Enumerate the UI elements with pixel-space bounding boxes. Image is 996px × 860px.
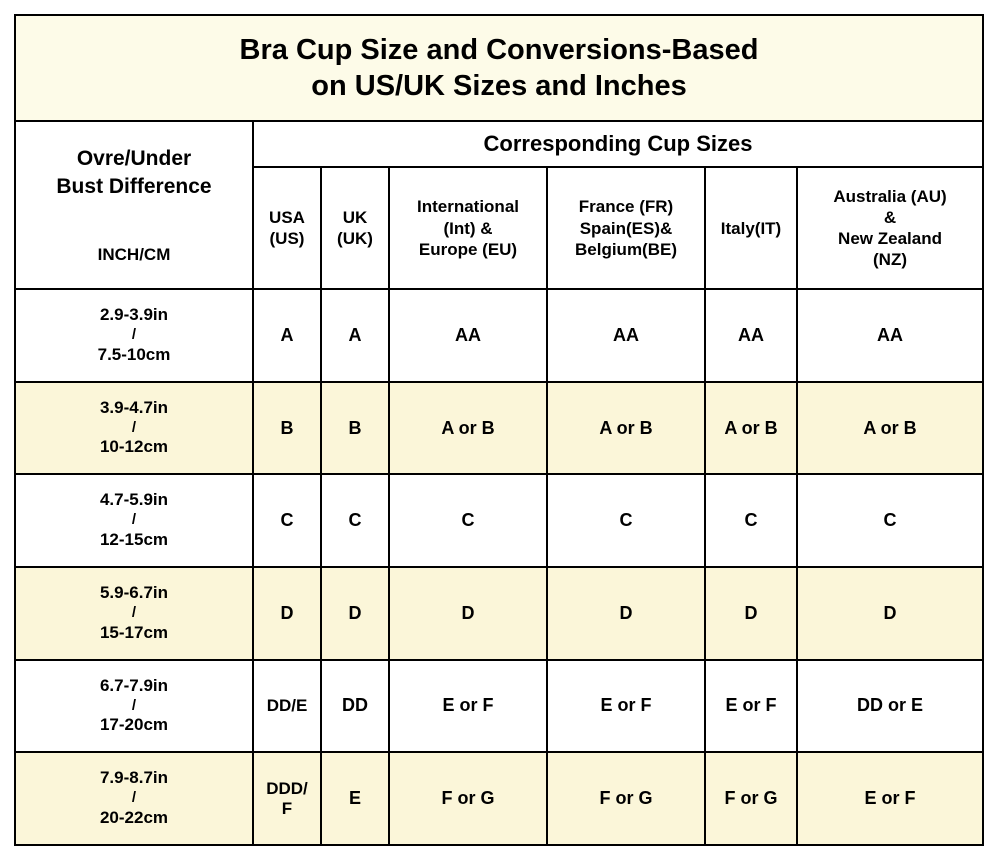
table-title-row xyxy=(15,15,983,121)
diff-separator: / xyxy=(131,789,137,807)
diff-separator: / xyxy=(131,418,137,436)
cell-au: DD or E xyxy=(797,660,983,753)
diff-cm: 12-15cm xyxy=(99,529,169,549)
header-col-usa xyxy=(253,167,321,289)
diff-separator: / xyxy=(131,696,137,714)
diff-cm: 10-12cm xyxy=(99,437,169,457)
cell-us: B xyxy=(253,382,321,475)
cell-au: E or F xyxy=(797,752,983,845)
cell-eu: AA xyxy=(389,289,547,382)
cell-au: D xyxy=(797,567,983,660)
cell-uk: C xyxy=(321,474,389,567)
cell-bust-difference xyxy=(15,567,253,660)
diff-separator: / xyxy=(131,604,137,622)
cell-it: D xyxy=(705,567,797,660)
table-row xyxy=(15,289,983,382)
cell-it: E or F xyxy=(705,660,797,753)
header-col-uk xyxy=(321,167,389,289)
header-col-fr-line-1: France (FR) xyxy=(578,197,674,217)
diff-inches: 5.9-6.7in xyxy=(99,583,169,603)
cell-us: D xyxy=(253,567,321,660)
header-col-au-line-2: & xyxy=(883,207,897,227)
header-bust-difference-line-1: Ovre/Under xyxy=(76,147,192,171)
diff-cm: 17-20cm xyxy=(99,715,169,735)
header-col-usa-line-2: (US) xyxy=(269,229,305,249)
header-col-france-spain-belgium xyxy=(547,167,705,289)
cell-bust-difference xyxy=(15,474,253,567)
cell-uk: DD xyxy=(321,660,389,753)
cell-us-line-2: F xyxy=(281,798,293,818)
diff-inches: 7.9-8.7in xyxy=(99,768,169,788)
header-corresponding-cup-sizes: Corresponding Cup Sizes xyxy=(253,121,983,167)
header-col-fr-line-3: Belgium(BE) xyxy=(575,239,677,259)
header-col-uk-line-2: (UK) xyxy=(337,229,373,249)
cell-bust-difference xyxy=(15,289,253,382)
diff-inches: 2.9-3.9in xyxy=(99,305,169,325)
header-col-uk-line-1: UK xyxy=(342,207,368,227)
cell-it: C xyxy=(705,474,797,567)
diff-inches: 3.9-4.7in xyxy=(99,397,169,417)
table-row xyxy=(15,567,983,660)
header-inch-cm: INCH/CM xyxy=(18,244,250,265)
header-col-fr-line-2: Spain(ES)& xyxy=(579,218,673,238)
cell-uk: D xyxy=(321,567,389,660)
header-col-int-line-2: (Int) & xyxy=(443,218,493,238)
header-bust-difference-line-2: Bust Difference xyxy=(56,174,212,198)
cell-us xyxy=(253,752,321,845)
cell-bust-difference xyxy=(15,382,253,475)
cell-au: AA xyxy=(797,289,983,382)
header-col-au-line-4: (NZ) xyxy=(873,250,907,270)
cell-us: C xyxy=(253,474,321,567)
cell-fr: C xyxy=(547,474,705,567)
header-col-au-line-3: New Zealand xyxy=(838,229,942,249)
cell-eu: D xyxy=(389,567,547,660)
table-row xyxy=(15,382,983,475)
header-col-italy: Italy(IT) xyxy=(705,167,797,289)
header-col-usa-line-1: USA xyxy=(269,207,305,227)
header-bust-difference xyxy=(15,121,253,289)
cell-bust-difference xyxy=(15,660,253,753)
page-title xyxy=(15,15,983,121)
cell-eu: C xyxy=(389,474,547,567)
table-row xyxy=(15,752,983,845)
cell-uk: E xyxy=(321,752,389,845)
header-col-int-line-1: International xyxy=(416,197,519,217)
header-col-int-line-3: Europe (EU) xyxy=(418,239,518,259)
header-group-row xyxy=(15,121,983,167)
title-line-1: Bra Cup Size and Conversions-Based xyxy=(239,33,759,66)
cell-fr: D xyxy=(547,567,705,660)
bra-size-conversion-table xyxy=(14,14,984,846)
cell-au: C xyxy=(797,474,983,567)
cell-it: AA xyxy=(705,289,797,382)
cell-eu: E or F xyxy=(389,660,547,753)
table-row xyxy=(15,474,983,567)
table-row xyxy=(15,660,983,753)
cell-uk: A xyxy=(321,289,389,382)
diff-cm: 7.5-10cm xyxy=(97,344,171,364)
cell-fr: A or B xyxy=(547,382,705,475)
cell-eu: A or B xyxy=(389,382,547,475)
title-line-2: on US/UK Sizes and Inches xyxy=(311,70,687,103)
cell-bust-difference xyxy=(15,752,253,845)
cell-it: F or G xyxy=(705,752,797,845)
diff-cm: 20-22cm xyxy=(99,807,169,827)
cell-fr: E or F xyxy=(547,660,705,753)
diff-inches: 4.7-5.9in xyxy=(99,490,169,510)
cell-eu: F or G xyxy=(389,752,547,845)
diff-separator: / xyxy=(131,511,137,529)
header-col-international-europe xyxy=(389,167,547,289)
cell-fr: F or G xyxy=(547,752,705,845)
cell-us: DD/E xyxy=(253,660,321,753)
diff-separator: / xyxy=(131,326,137,344)
cell-uk: B xyxy=(321,382,389,475)
header-col-australia-newzealand xyxy=(797,167,983,289)
cell-us: A xyxy=(253,289,321,382)
diff-cm: 15-17cm xyxy=(99,622,169,642)
header-col-au-line-1: Australia (AU) xyxy=(833,186,947,206)
cell-fr: AA xyxy=(547,289,705,382)
cell-us-line-1: DDD/ xyxy=(266,778,308,798)
cell-au: A or B xyxy=(797,382,983,475)
diff-inches: 6.7-7.9in xyxy=(99,675,169,695)
cell-it: A or B xyxy=(705,382,797,475)
